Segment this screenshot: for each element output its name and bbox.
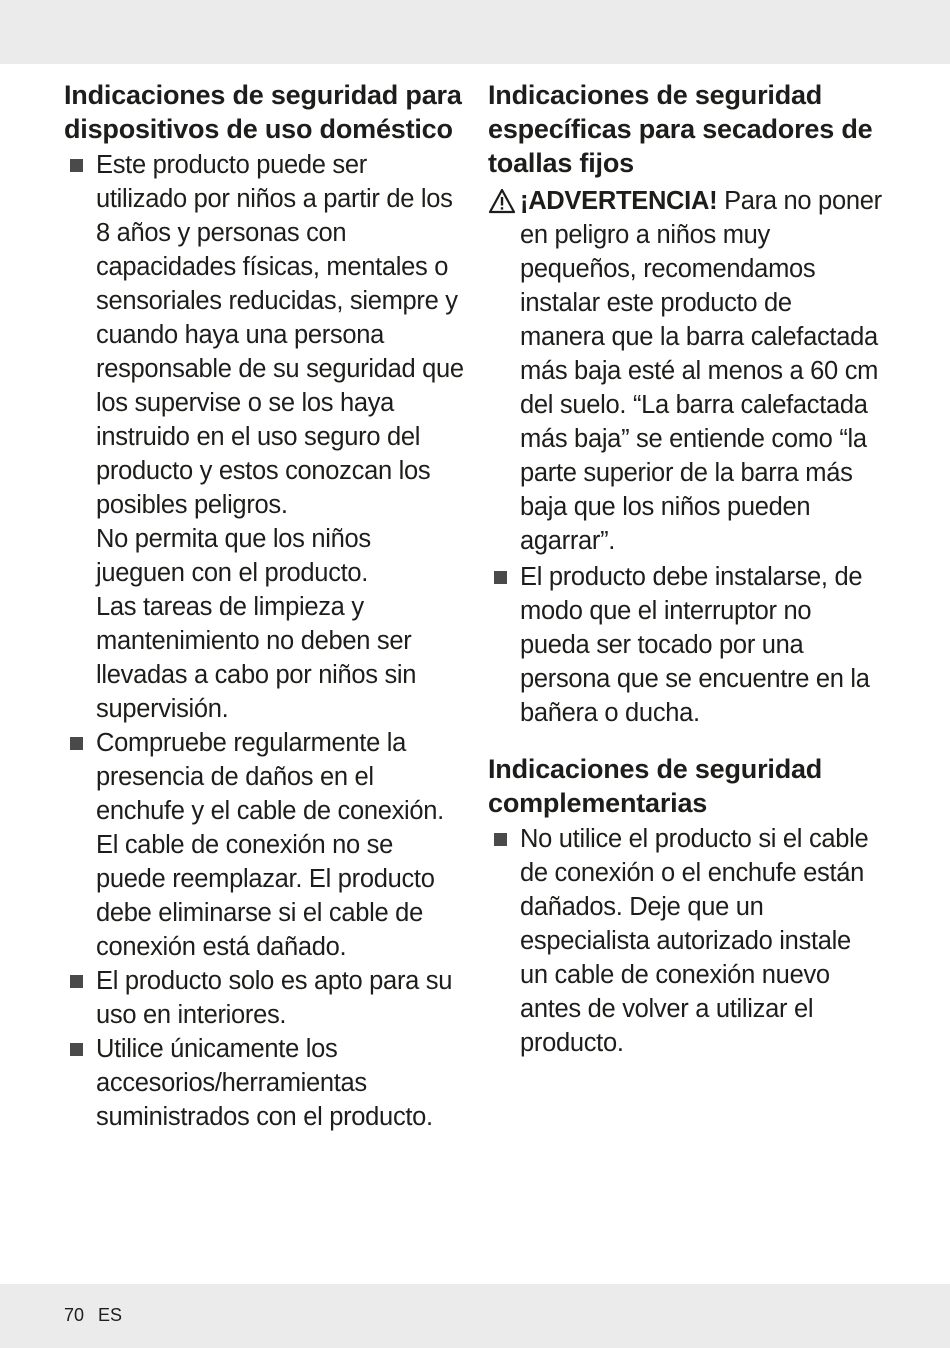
warning-triangle-icon xyxy=(488,188,516,214)
warning-text: Para no poner en peligro a niños muy pequeños, recomendamos instalar este producto de manera que la barra calefactada más baja esté al menos a 60 cm del suelo. “La barra calefactada más baja” se entiende como “la parte superior de la barra más baja que los niños pueden agarrar”. xyxy=(520,187,882,555)
section-heading-domestic-safety: Indicaciones de seguridad para dispositivos de uso doméstico xyxy=(64,80,462,144)
square-bullet-icon xyxy=(70,975,83,988)
warning-block xyxy=(488,184,883,558)
list-item-text: Utilice únicamente los accesorios/herramientas suministrados con el producto. xyxy=(96,1035,433,1131)
square-bullet-icon xyxy=(494,571,507,584)
domestic-safety-list xyxy=(64,148,464,1134)
warning-title: ¡ADVERTENCIA! xyxy=(520,187,718,215)
page-number: 70 xyxy=(64,1305,85,1325)
left-column xyxy=(64,78,464,1134)
section-heading-towel-dryer-safety: Indicaciones de seguridad específicas para secadores de toallas fijos xyxy=(488,80,873,178)
list-item-text: Este producto puede ser utilizado por niños a partir de los 8 años y personas con capacidades físicas, mentales o sensoriales reducidas, siempre y cuando haya una persona responsable de su seguridad que los supervise o se los haya instruido en el uso seguro del producto y estos conozcan los posibles peligros. xyxy=(96,151,464,519)
list-item-text: El producto solo es apto para su uso en interiores. xyxy=(96,967,453,1029)
section-heading-complementary-safety: Indicaciones de seguridad complementarias xyxy=(488,754,823,818)
towel-dryer-list xyxy=(488,560,883,730)
list-item xyxy=(64,1032,464,1134)
list-item xyxy=(488,560,883,730)
square-bullet-icon xyxy=(70,1043,83,1056)
list-item-text: Compruebe regularmente la presencia de daños en el enchufe y el cable de conexión. El cable de conexión no se puede reemplazar. El producto debe eliminarse si el cable de conexión está dañado. xyxy=(96,729,444,961)
list-item xyxy=(64,148,464,726)
complementary-safety-list xyxy=(488,822,883,1060)
footer-band xyxy=(0,1284,950,1348)
list-item xyxy=(488,822,883,1060)
square-bullet-icon xyxy=(70,737,83,750)
header-band xyxy=(0,0,950,64)
page-footer xyxy=(64,1305,136,1326)
list-item-text: El producto debe instalarse, de modo que el interruptor no pueda ser tocado por una persona que se encuentre en la bañera o ducha. xyxy=(520,563,870,727)
list-item-text: No permita que los niños jueguen con el producto. xyxy=(96,525,371,587)
language-code: ES xyxy=(98,1305,123,1325)
square-bullet-icon xyxy=(494,833,507,846)
right-column xyxy=(488,78,883,1060)
list-item-text: Las tareas de limpieza y mantenimiento no deben ser llevadas a cabo por niños sin supervisión. xyxy=(96,593,417,723)
square-bullet-icon xyxy=(70,159,83,172)
list-item xyxy=(64,726,464,964)
list-item-text: No utilice el producto si el cable de conexión o el enchufe están dañados. Deje que un especialista autorizado instale un cable de conexión nuevo antes de volver a utilizar el producto. xyxy=(520,825,869,1057)
list-item xyxy=(64,964,464,1032)
